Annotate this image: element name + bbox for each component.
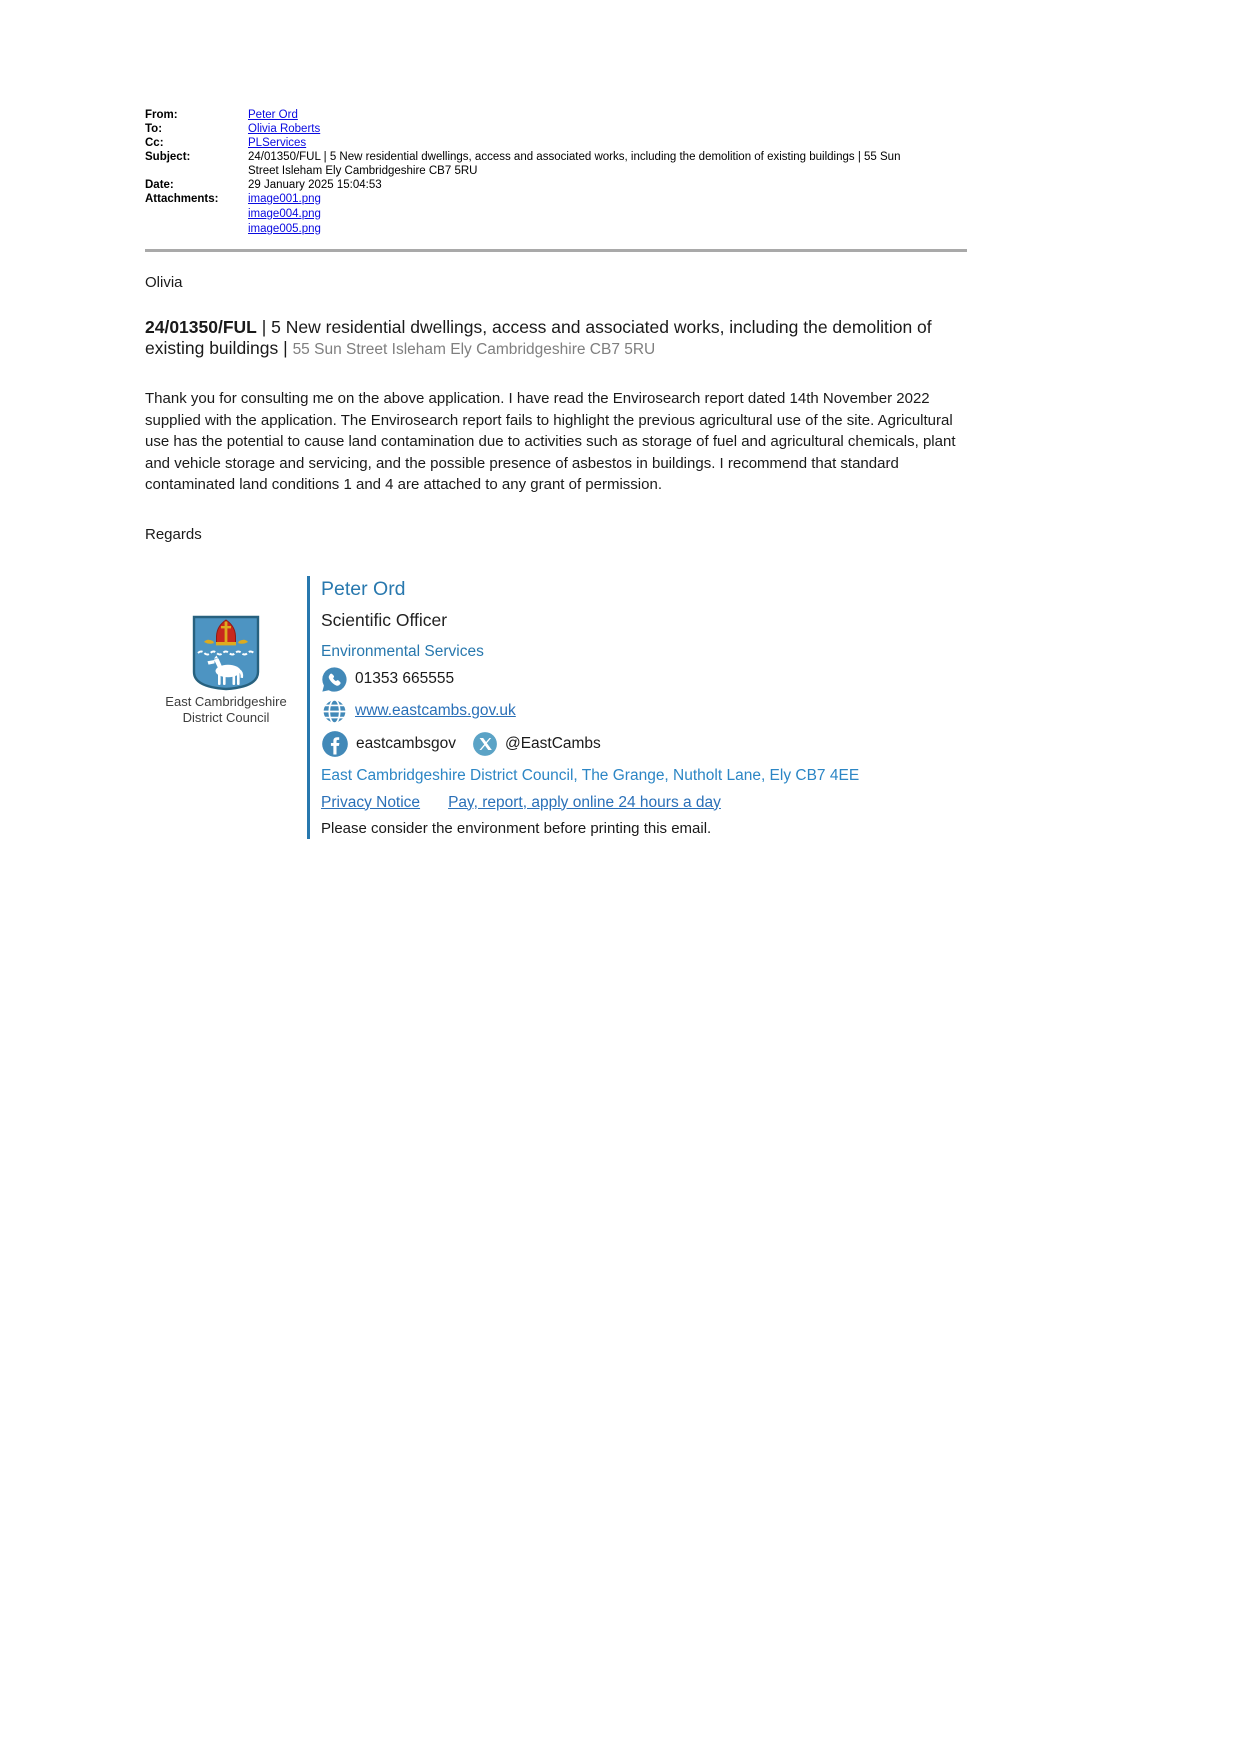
signature-department: Environmental Services — [321, 642, 484, 660]
application-address: 55 Sun Street Isleham Ely Cambridgeshire CB7 5RU — [292, 341, 656, 358]
attachment-link[interactable]: image005.png — [248, 223, 321, 235]
environment-note: Please consider the environment before printing this email. — [321, 819, 712, 837]
website-row — [321, 698, 859, 725]
x-handle: @EastCambs — [504, 734, 601, 752]
email-document — [145, 108, 967, 839]
signature-job-title: Scientific Officer — [321, 609, 448, 630]
date-value: 29 January 2025 15:04:53 — [248, 179, 382, 191]
heading-separator: | — [256, 317, 272, 337]
to-label: To: — [145, 123, 163, 135]
header-row-cc — [145, 136, 967, 150]
header-row-to — [145, 122, 967, 136]
date-label: Date: — [145, 179, 174, 191]
phone-row — [321, 666, 859, 693]
phone-icon — [321, 666, 348, 693]
header-row-attachments — [145, 192, 967, 236]
body-paragraph: Thank you for consulting me on the above application. I have read the Envirosearch report dated 14th November 2022 supplied with the application. The Envirosearch report fails to highlight the previous agricultural use of the site. Agricultural use has the potential to cause land contamination due to activities such as storage of fuel and agricultural chemicals, plant and vehicle storage and servicing, and the possible presence of asbestos in buildings. I recommend that standard contaminated land conditions 1 and 4 are attached to any grant of permission. — [145, 390, 956, 493]
closing: Regards — [145, 525, 202, 543]
subject-label: Subject: — [145, 151, 191, 163]
application-reference: 24/01350/FUL — [145, 317, 257, 337]
globe-icon — [321, 698, 348, 725]
facebook-icon[interactable] — [321, 730, 349, 758]
phone-number: 01353 665555 — [355, 670, 455, 687]
signature-links — [321, 794, 859, 812]
email-signature — [145, 576, 967, 839]
subject-value: 24/01350/FUL | 5 New residential dwellings, access and associated works, including the demolition of existing buildings | 55 Sun Street Isleham Ely Cambridgeshire CB7 5RU — [248, 151, 901, 177]
attachment-link[interactable]: image001.png — [248, 193, 321, 205]
council-address: East Cambridgeshire District Council, The Grange, Nutholt Lane, Ely CB7 4EE — [321, 766, 860, 784]
from-link[interactable]: Peter Ord — [248, 109, 298, 121]
heading-separator: | — [278, 338, 293, 358]
greeting: Olivia — [145, 274, 183, 291]
from-label: From: — [145, 109, 178, 121]
email-header — [145, 108, 967, 236]
header-row-subject — [145, 150, 967, 178]
application-heading — [145, 317, 967, 360]
council-logo-caption — [145, 694, 307, 726]
application-description: 5 New residential dwellings, access and associated works, including the demolition of existing buildings — [145, 317, 932, 358]
cc-label: Cc: — [145, 137, 164, 149]
council-name-line2: District Council — [182, 709, 270, 725]
header-row-date — [145, 178, 967, 192]
pay-report-apply-link[interactable]: Pay, report, apply online 24 hours a day — [448, 793, 721, 811]
social-row — [321, 730, 859, 758]
council-logo — [145, 576, 307, 839]
council-name-line1: East Cambridgeshire — [165, 693, 287, 709]
to-link[interactable]: Olivia Roberts — [248, 123, 321, 135]
header-row-from — [145, 108, 967, 122]
signature-details — [307, 576, 859, 839]
signature-name: Peter Ord — [321, 577, 406, 600]
website-link[interactable]: www.eastcambs.gov.uk — [355, 702, 516, 719]
x-icon[interactable] — [472, 731, 498, 757]
cc-link[interactable]: PLServices — [248, 137, 307, 149]
privacy-notice-link[interactable]: Privacy Notice — [321, 793, 421, 811]
attachments-label: Attachments: — [145, 193, 219, 205]
header-divider — [145, 249, 967, 252]
council-crest-logo — [145, 614, 307, 692]
attachment-link[interactable]: image004.png — [248, 208, 321, 220]
facebook-handle: eastcambsgov — [356, 734, 456, 752]
